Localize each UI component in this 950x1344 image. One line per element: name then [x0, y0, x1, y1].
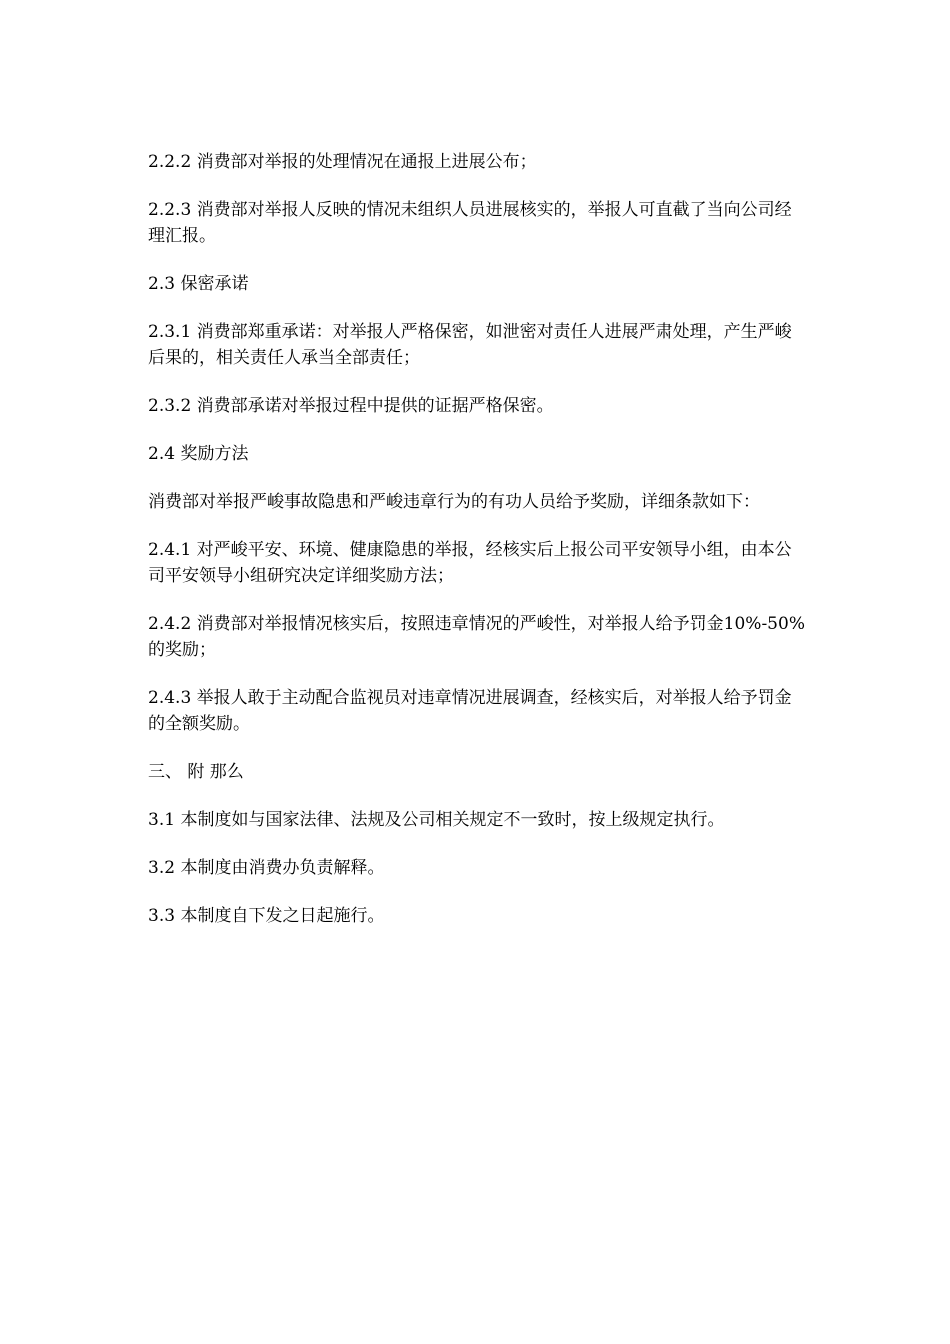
- clause-2-4-1: 2.4.1 对严峻平安、环境、健康隐患的举报，经核实后上报公司平安领导小组，由本公司平安领导小组研究决定详细奖励方法；: [148, 540, 792, 586]
- section-heading-3: 三、 附 那么: [148, 762, 244, 782]
- clause-2-2-3: 2.2.3 消费部对举报人反映的情况未组织人员进展核实的，举报人可直截了当向公司经理汇报。: [148, 200, 792, 246]
- clause-2-2-2: 2.2.2 消费部对举报的处理情况在通报上进展公布；: [148, 152, 537, 172]
- clause-3-3: 3.3 本制度自下发之日起施行。: [148, 906, 385, 926]
- reward-intro-paragraph: 消费部对举报严峻事故隐患和严峻违章行为的有功人员给予奖励，详细条款如下：: [148, 492, 760, 512]
- clause-3-2: 3.2 本制度由消费办负责解释。: [148, 858, 385, 878]
- document-body: [148, 149, 808, 951]
- clause-2-3-2: 2.3.2 消费部承诺对举报过程中提供的证据严格保密。: [148, 396, 554, 416]
- clause-2-4-2: 2.4.2 消费部对举报情况核实后，按照违章情况的严峻性，对举报人给予罚金10%-50%的奖励；: [148, 614, 805, 660]
- section-heading-2-3: 2.3 保密承诺: [148, 274, 249, 294]
- section-heading-2-4: 2.4 奖励方法: [148, 444, 249, 464]
- clause-3-1: 3.1 本制度如与国家法律、法规及公司相关规定不一致时，按上级规定执行。: [148, 810, 725, 830]
- clause-2-4-3: 2.4.3 举报人敢于主动配合监视员对违章情况进展调查，经核实后，对举报人给予罚金的全额奖励。: [148, 688, 792, 734]
- clause-2-3-1: 2.3.1 消费部郑重承诺：对举报人严格保密，如泄密对责任人进展严肃处理，产生严峻后果的，相关责任人承当全部责任；: [148, 322, 792, 368]
